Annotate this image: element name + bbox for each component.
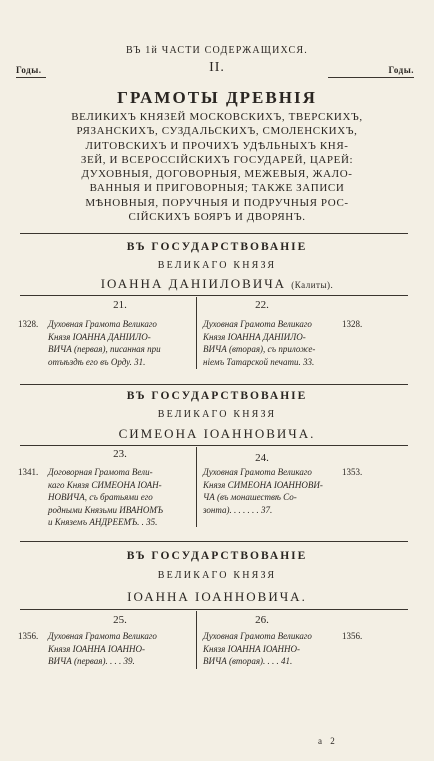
years-label-right: Годы. bbox=[388, 65, 414, 75]
entry-line: и Княземъ АНДРЕЕМЪ. . 35. bbox=[48, 517, 158, 527]
section-description bbox=[22, 110, 412, 224]
entry-text bbox=[203, 318, 347, 368]
entry-number: 25. bbox=[113, 614, 127, 626]
reign-title: ВЪ ГОСУДАРСТВОВАНІЕ bbox=[126, 390, 308, 402]
running-head: ВЪ 1й ЧАСТИ СОДЕРЖАЩИХСЯ. bbox=[126, 45, 308, 56]
divider-rule bbox=[20, 233, 408, 234]
entry-text bbox=[48, 466, 194, 529]
description-line: ВЕЛИКИХЪ КНЯЗЕЙ МОСКОВСКИХЪ, ТВЕРСКИХЪ, bbox=[71, 111, 363, 123]
reign-name bbox=[0, 589, 434, 605]
entry-year: 1356. bbox=[342, 631, 363, 641]
divider-rule bbox=[20, 541, 408, 542]
entry-line: Духовная Грамота Великаго bbox=[48, 631, 157, 641]
reign-name-note: (Калиты). bbox=[291, 280, 334, 290]
reign-name-text: ІОАННА ІОАННОВИЧА. bbox=[127, 589, 307, 604]
reign-title: ВЪ ГОСУДАРСТВОВАНІЕ bbox=[126, 550, 308, 562]
entry-block bbox=[0, 318, 434, 378]
description-line: ЛИТОВСКИХЪ И ПРОЧИХЪ УДѢЛЬНЫХЪ КНЯ- bbox=[85, 139, 349, 152]
reign-prince: ВЕЛИКАГО КНЯЗЯ bbox=[157, 570, 277, 581]
entry-line: ВИЧА (вторая). . . . 41. bbox=[203, 656, 293, 666]
years-label-left: Годы. bbox=[16, 65, 42, 75]
divider-rule bbox=[20, 295, 408, 296]
entry-line: Духовная Грамота Великаго bbox=[203, 631, 312, 641]
entry-line: родными Князьми ИВАНОМЪ bbox=[48, 504, 163, 515]
divider-rule bbox=[20, 445, 408, 446]
entry-text bbox=[203, 630, 347, 668]
reign-name bbox=[0, 276, 434, 292]
entry-line: ВИЧА (первая). . . . 39. bbox=[48, 656, 135, 666]
entry-block bbox=[0, 630, 434, 670]
reign-name bbox=[0, 426, 434, 442]
entry-year: 1328. bbox=[18, 319, 39, 329]
description-line: СІЙСКИХЪ БОЯРЪ И ДВОРЯНЪ. bbox=[128, 211, 306, 224]
reign-prince: ВЕЛИКАГО КНЯЗЯ bbox=[157, 409, 277, 420]
description-line: РЯЗАНСКИХЪ, СУЗДАЛЬСКИХЪ, СМОЛЕНСКИХЪ, bbox=[76, 125, 358, 138]
reign-prince: ВЕЛИКАГО КНЯЗЯ bbox=[157, 260, 277, 271]
divider-rule bbox=[20, 609, 408, 610]
entry-line: ЧА (въ монашествѣ Со- bbox=[203, 492, 297, 502]
entry-year: 1353. bbox=[342, 467, 363, 477]
entry-line: Князя ІОАННА ДАНІИЛО- bbox=[203, 331, 306, 342]
entry-line: Духовная Грамота Великаго bbox=[203, 319, 312, 329]
description-line: ВАННЫЯ И ПРИГОВОРНЫЯ; ТАКЖЕ ЗАПИСИ bbox=[89, 182, 345, 195]
entry-line: ніемъ Татарской печати. 33. bbox=[203, 356, 315, 367]
entry-text bbox=[203, 466, 347, 516]
entry-line: Духовная Грамота Великаго bbox=[203, 467, 312, 477]
description-line: ДУХОВНЫЯ, ДОГОВОРНЫЯ, МЕЖЕВЫЯ, ЖАЛО- bbox=[81, 168, 353, 181]
divider-rule bbox=[20, 384, 408, 385]
entry-text bbox=[48, 318, 194, 368]
entry-number: 22. bbox=[255, 299, 269, 311]
entry-year: 1356. bbox=[18, 631, 39, 641]
description-line: МѢНОВНЫЯ, ПОРУЧНЫЯ И ПОДРУЧНЫЯ РОС- bbox=[85, 196, 349, 209]
section-heading: ГРАМОТЫ ДРЕВНІЯ bbox=[117, 88, 317, 107]
entry-line: НОВИЧА, съ братьями его bbox=[48, 492, 153, 502]
entry-year: 1328. bbox=[342, 319, 363, 329]
signature-mark: а 2 bbox=[318, 736, 338, 746]
entry-line: Князя ІОАННА ДАНІИЛО- bbox=[48, 331, 151, 342]
entry-line: зонта). . . . . . . 37. bbox=[203, 504, 273, 515]
years-underline-left bbox=[16, 77, 46, 78]
reign-name-text: ІОАННА ДАНІИЛОВИЧА bbox=[100, 276, 287, 291]
entry-number: 23. bbox=[113, 448, 127, 460]
description-line: ЗЕЙ, И ВСЕРОССІЙСКИХЪ ГОСУДАРЕЙ, ЦАРЕЙ: bbox=[80, 153, 354, 166]
entry-text bbox=[48, 630, 194, 668]
years-underline-right bbox=[328, 77, 414, 78]
entry-line: ВИЧА (первая), писанная при bbox=[48, 344, 161, 354]
entry-number: 26. bbox=[255, 614, 269, 626]
entry-number: 21. bbox=[113, 299, 127, 311]
entry-line: Князя ІОАННА ІОАННО- bbox=[203, 643, 300, 654]
reign-title: ВЪ ГОСУДАРСТВОВАНІЕ bbox=[126, 241, 308, 253]
reign-name-text: СИМЕОНА ІОАННОВИЧА. bbox=[118, 426, 316, 441]
entry-line: отъѣздѣ его въ Орду. 31. bbox=[48, 356, 146, 367]
entry-line: Духовная Грамота Великаго bbox=[48, 319, 157, 329]
entry-year: 1341. bbox=[18, 467, 39, 477]
entry-block bbox=[0, 466, 434, 530]
entry-line: Князя СИМЕОНА ІОАННОВИ- bbox=[203, 479, 323, 490]
section-number: II. bbox=[209, 60, 225, 75]
entry-line: ВИЧА (вторая), съ приложе- bbox=[203, 344, 316, 354]
entry-number: 24. bbox=[255, 452, 269, 464]
entry-line: каго Князя СИМЕОНА ІОАН- bbox=[48, 479, 162, 490]
entry-line: Договорная Грамота Вели- bbox=[48, 467, 153, 477]
entry-line: Князя ІОАННА ІОАННО- bbox=[48, 643, 145, 654]
